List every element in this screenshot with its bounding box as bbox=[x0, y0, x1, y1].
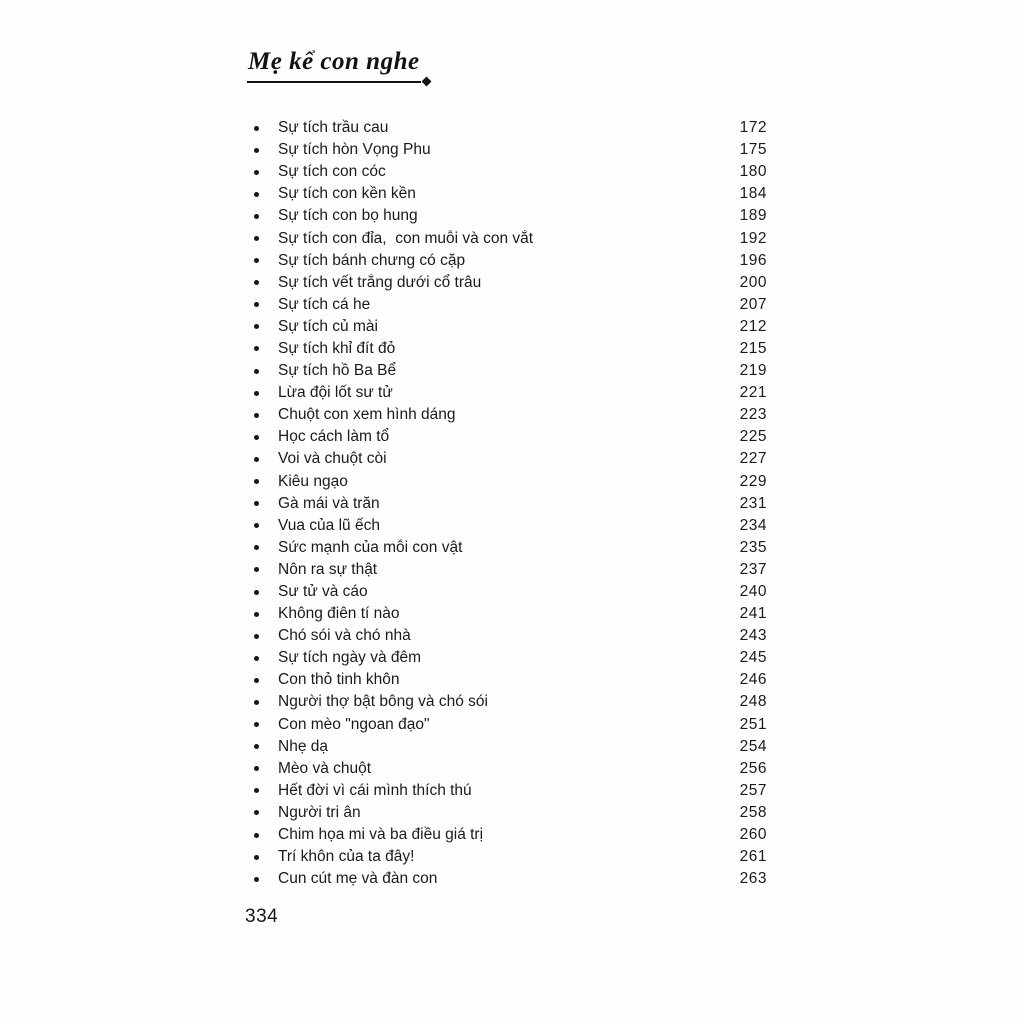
toc-row bbox=[248, 227, 767, 249]
bullet-icon bbox=[254, 722, 259, 727]
toc-entry-page: 219 bbox=[739, 362, 767, 380]
toc-entry-title: Người tri ân bbox=[278, 803, 361, 821]
toc-entry-page: 175 bbox=[739, 141, 767, 159]
bullet-icon bbox=[254, 391, 259, 396]
bullet-icon bbox=[254, 435, 259, 440]
bullet-icon bbox=[254, 523, 259, 528]
toc-entry-title: Sự tích con cóc bbox=[278, 163, 386, 181]
bullet-icon bbox=[254, 148, 259, 153]
bullet-icon bbox=[254, 590, 259, 595]
bullet-icon bbox=[254, 236, 259, 241]
toc-row bbox=[248, 404, 767, 426]
table-of-contents bbox=[248, 117, 767, 890]
toc-entry-page: 257 bbox=[739, 781, 767, 799]
toc-entry-title: Người thợ bật bông và chó sói bbox=[278, 693, 488, 711]
toc-entry-title: Sự tích trầu cau bbox=[278, 119, 389, 137]
toc-row bbox=[248, 294, 767, 316]
toc-entry-page: 231 bbox=[739, 494, 767, 512]
toc-row bbox=[248, 736, 767, 758]
bullet-icon bbox=[254, 280, 259, 285]
toc-entry-page: 189 bbox=[739, 207, 767, 225]
toc-entry-title: Con thỏ tinh khôn bbox=[278, 671, 400, 689]
toc-entry-title: Gà mái và trăn bbox=[278, 494, 380, 512]
toc-entry-title: Sức mạnh của mỗi con vật bbox=[278, 538, 463, 556]
toc-row bbox=[248, 360, 767, 382]
bullet-icon bbox=[254, 678, 259, 683]
toc-row bbox=[248, 448, 767, 470]
bullet-icon bbox=[254, 170, 259, 175]
toc-entry-title: Mèo và chuột bbox=[278, 759, 372, 777]
bullet-icon bbox=[254, 656, 259, 661]
toc-entry-title: Cun cút mẹ và đàn con bbox=[278, 870, 438, 888]
toc-row bbox=[248, 161, 767, 183]
toc-entry-page: 248 bbox=[739, 693, 767, 711]
toc-row bbox=[248, 802, 767, 824]
toc-row bbox=[248, 382, 767, 404]
toc-entry-title: Sự tích khỉ đít đỏ bbox=[278, 339, 396, 357]
bullet-icon bbox=[254, 369, 259, 374]
toc-entry-title: Con mèo "ngoan đạo" bbox=[278, 715, 430, 733]
toc-entry-page: 241 bbox=[739, 605, 767, 623]
toc-row bbox=[248, 647, 767, 669]
page-number: 334 bbox=[245, 906, 279, 927]
toc-entry-page: 225 bbox=[739, 428, 767, 446]
bullet-icon bbox=[254, 413, 259, 418]
toc-entry-title: Sự tích con đỉa, con muỗi và con vắt bbox=[278, 229, 534, 247]
toc-entry-page: 240 bbox=[739, 583, 767, 601]
running-header-title: Mẹ kể con nghe bbox=[248, 48, 420, 75]
toc-entry-title: Lừa đội lốt sư tử bbox=[278, 384, 393, 402]
toc-entry-page: 200 bbox=[739, 273, 767, 291]
toc-row bbox=[248, 603, 767, 625]
toc-row bbox=[248, 139, 767, 161]
toc-entry-title: Hết đời vì cái mình thích thú bbox=[278, 781, 472, 799]
toc-entry-title: Chó sói và chó nhà bbox=[278, 627, 411, 645]
header-rule bbox=[247, 81, 421, 83]
toc-entry-page: 258 bbox=[739, 803, 767, 821]
bullet-icon bbox=[254, 258, 259, 263]
toc-entry-page: 261 bbox=[739, 848, 767, 866]
toc-entry-page: 184 bbox=[739, 185, 767, 203]
toc-entry-page: 234 bbox=[739, 516, 767, 534]
toc-entry-title: Sư tử và cáo bbox=[278, 583, 368, 601]
toc-entry-page: 246 bbox=[739, 671, 767, 689]
toc-row bbox=[248, 824, 767, 846]
toc-row bbox=[248, 272, 767, 294]
toc-row bbox=[248, 537, 767, 559]
toc-row bbox=[248, 515, 767, 537]
bullet-icon bbox=[254, 501, 259, 506]
toc-entry-title: Sự tích vết trắng dưới cổ trâu bbox=[278, 273, 482, 291]
toc-entry-page: 192 bbox=[739, 229, 767, 247]
toc-row bbox=[248, 471, 767, 493]
toc-row bbox=[248, 250, 767, 272]
toc-row bbox=[248, 846, 767, 868]
toc-row bbox=[248, 338, 767, 360]
toc-row bbox=[248, 559, 767, 581]
toc-entry-page: 243 bbox=[739, 627, 767, 645]
toc-row bbox=[248, 758, 767, 780]
bullet-icon bbox=[254, 855, 259, 860]
toc-entry-page: 215 bbox=[739, 339, 767, 357]
bullet-icon bbox=[254, 810, 259, 815]
bullet-icon bbox=[254, 766, 259, 771]
bullet-icon bbox=[254, 302, 259, 307]
bullet-icon bbox=[254, 833, 259, 838]
toc-entry-title: Sự tích hồ Ba Bể bbox=[278, 362, 397, 380]
toc-row bbox=[248, 581, 767, 603]
toc-row bbox=[248, 183, 767, 205]
bullet-icon bbox=[254, 877, 259, 882]
running-header bbox=[248, 48, 420, 76]
bullet-icon bbox=[254, 744, 259, 749]
toc-entry-page: 180 bbox=[739, 163, 767, 181]
bullet-icon bbox=[254, 214, 259, 219]
bullet-icon bbox=[254, 192, 259, 197]
toc-row bbox=[248, 780, 767, 802]
toc-row bbox=[248, 669, 767, 691]
toc-entry-page: 212 bbox=[739, 317, 767, 335]
toc-row bbox=[248, 493, 767, 515]
toc-entry-page: 223 bbox=[739, 406, 767, 424]
bullet-icon bbox=[254, 545, 259, 550]
bullet-icon bbox=[254, 126, 259, 131]
toc-row bbox=[248, 316, 767, 338]
toc-entry-title: Sự tích ngày và đêm bbox=[278, 649, 422, 667]
toc-row bbox=[248, 691, 767, 713]
toc-entry-page: 221 bbox=[739, 384, 767, 402]
toc-entry-page: 227 bbox=[739, 450, 767, 468]
toc-entry-title: Không điên tí nào bbox=[278, 605, 400, 623]
toc-entry-page: 256 bbox=[739, 759, 767, 777]
toc-entry-page: 229 bbox=[739, 472, 767, 490]
bullet-icon bbox=[254, 788, 259, 793]
bullet-icon bbox=[254, 346, 259, 351]
toc-row bbox=[248, 205, 767, 227]
toc-entry-page: 245 bbox=[739, 649, 767, 667]
toc-row bbox=[248, 117, 767, 139]
bullet-icon bbox=[254, 700, 259, 705]
toc-entry-title: Vua của lũ ếch bbox=[278, 516, 380, 534]
bullet-icon bbox=[254, 567, 259, 572]
toc-entry-title: Sự tích con bọ hung bbox=[278, 207, 418, 225]
toc-row bbox=[248, 625, 767, 647]
toc-entry-title: Chuột con xem hình dáng bbox=[278, 406, 456, 424]
toc-entry-title: Sự tích con kền kền bbox=[278, 185, 416, 203]
toc-entry-title: Sự tích bánh chưng có cặp bbox=[278, 251, 466, 269]
toc-entry-page: 196 bbox=[739, 251, 767, 269]
toc-entry-title: Sự tích hòn Vọng Phu bbox=[278, 141, 431, 159]
toc-entry-page: 260 bbox=[739, 826, 767, 844]
toc-entry-title: Sự tích củ mài bbox=[278, 317, 378, 335]
toc-entry-title: Sự tích cá he bbox=[278, 295, 371, 313]
toc-entry-title: Chim họa mi và ba điều giá trị bbox=[278, 826, 484, 844]
bullet-icon bbox=[254, 457, 259, 462]
bullet-icon bbox=[254, 479, 259, 484]
toc-row bbox=[248, 426, 767, 448]
toc-entry-page: 235 bbox=[739, 538, 767, 556]
bullet-icon bbox=[254, 612, 259, 617]
toc-entry-page: 237 bbox=[739, 560, 767, 578]
toc-entry-title: Nôn ra sự thật bbox=[278, 560, 378, 578]
toc-row bbox=[248, 714, 767, 736]
toc-entry-title: Kiêu ngạo bbox=[278, 472, 348, 490]
toc-entry-page: 254 bbox=[739, 737, 767, 755]
bullet-icon bbox=[254, 324, 259, 329]
toc-entry-page: 251 bbox=[739, 715, 767, 733]
toc-entry-title: Voi và chuột còi bbox=[278, 450, 387, 468]
arrow-diamond-icon bbox=[422, 77, 432, 87]
toc-entry-page: 207 bbox=[739, 295, 767, 313]
toc-entry-page: 263 bbox=[739, 870, 767, 888]
toc-row bbox=[248, 868, 767, 890]
toc-entry-title: Trí khôn của ta đây! bbox=[278, 848, 415, 866]
bullet-icon bbox=[254, 634, 259, 639]
toc-entry-page: 172 bbox=[739, 119, 767, 137]
toc-entry-title: Học cách làm tổ bbox=[278, 428, 390, 446]
toc-entry-title: Nhẹ dạ bbox=[278, 737, 328, 755]
